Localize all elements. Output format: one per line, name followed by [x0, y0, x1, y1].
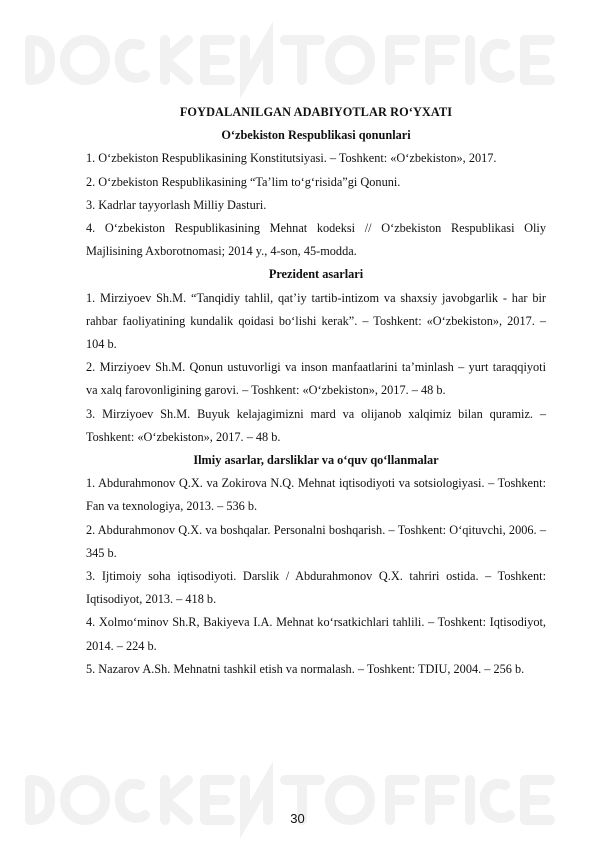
bibliography-entry: 3. Ijtimoiy soha iqtisodiyoti. Darslik / Abdurahmonov Q.X. tahriri ostida. – Toshkent: Iqtisodiyot, 2013. – 418 b.: [86, 569, 546, 607]
bibliography-entry: 2. Abdurahmonov Q.X. va boshqalar. Personalni boshqarish. – Toshkent: O‘qituvchi, 2006. – 345 b.: [86, 522, 546, 560]
page-number: 30: [290, 811, 305, 826]
bibliography-entry: 5. Nazarov A.Sh. Mehnatni tashkil etish va normalash. – Toshkent: TDIU, 2004. – 256 b.: [86, 661, 525, 676]
bibliography-entry: 4. O‘zbekiston Respublikasining Mehnat kodeksi // O‘zbekiston Respublikasi Oliy Majlisining Axborotnomasi; 2014 y., 4-son, 45-modda.: [86, 221, 546, 259]
bibliography-entry: 3. Kadrlar tayyorlash Milliy Dasturi.: [86, 197, 267, 212]
page-title: FOYDALANILGAN ADABIYOTLAR RO‘YXATI: [179, 105, 453, 119]
bibliography-entry: 2. O‘zbekiston Respublikasining “Ta’lim to‘g‘risida”gi Qonuni.: [86, 174, 401, 189]
section-president-works: [86, 263, 546, 449]
bibliography-entry: 1. O‘zbekiston Respublikasining Konstitutsiyasi. – Toshkent: «O‘zbekiston», 2017.: [86, 151, 497, 166]
bibliography-entry: 1. Mirziyoev Sh.M. “Tanqidiy tahlil, qat’iy tartib-intizom va shaxsiy javobgarlik - har bir rahbar faoliyatining kundalik qoidasi bo‘lishi kerak”. – Toshkent: «O‘zbekiston», 2017. – 104 b.: [86, 290, 546, 352]
section-scientific-works: [86, 449, 546, 681]
section-heading: Prezident asarlari: [268, 267, 364, 282]
section-laws: [86, 124, 546, 263]
section-heading: O‘zbekiston Respublikasi qonunlari: [221, 128, 411, 143]
bibliography-entry: 1. Abdurahmonov Q.X. va Zokirova N.Q. Mehnat iqtisodiyoti va sotsiologiyasi. – Toshkent: Fan va texnologiya, 2013. – 536 b.: [86, 476, 546, 514]
bibliography-entry: 3. Mirziyoev Sh.M. Buyuk kelajagimizni mard va olijanob xalqimiz bilan quramiz. – Toshkent: «O‘zbekiston», 2017. – 48 b.: [86, 406, 546, 444]
section-heading: Ilmiy asarlar, darsliklar va o‘quv qo‘llanmalar: [193, 453, 439, 468]
bibliography-entry: 2. Mirziyoev Sh.M. Qonun ustuvorligi va inson manfaatlarini ta’minlash – yurt taraqqiyoti va xalq farovonligining garovi. – Toshkent: «O‘zbekiston», 2017. – 48 b.: [86, 360, 546, 398]
bibliography: [86, 101, 546, 681]
bibliography-entry: 4. Xolmo‘minov Sh.R, Bakiyeva I.A. Mehnat ko‘rsatkichlari tahlili. – Toshkent: Iqtisodiyot, 2014. – 224 b.: [86, 615, 546, 653]
